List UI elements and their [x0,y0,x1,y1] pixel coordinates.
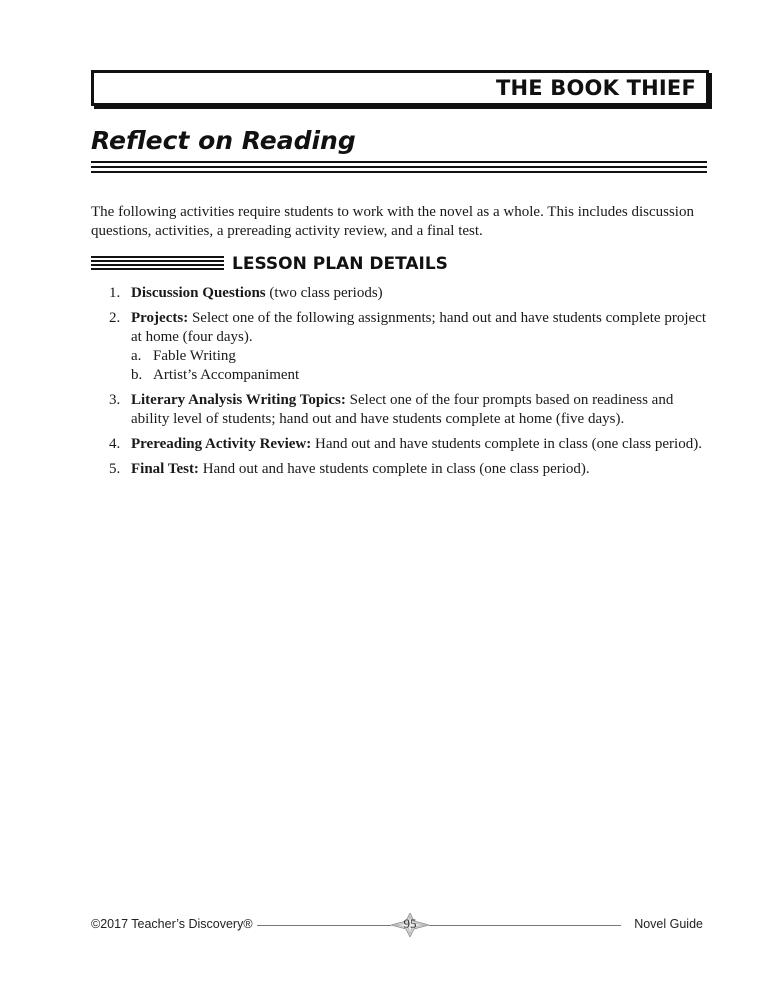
item-number: 2. [109,310,121,326]
list-item [91,284,711,303]
item-label: Prereading Activity Review: [131,436,312,452]
item-label: Literary Analysis Writing Topics: [131,392,346,408]
project-options-list [131,347,711,385]
book-title: THE BOOK THIEF [495,76,696,100]
item-text: Hand out and have students complete in class (one class period). [311,436,702,452]
item-number: 1. [109,285,121,301]
sub-item-text: Fable Writing [153,348,236,364]
item-number: 4. [109,436,121,452]
item-number: 5. [109,461,121,477]
sub-list-item [131,366,711,385]
page-number-badge [391,913,429,937]
page-footer [91,913,703,937]
list-item [91,309,711,385]
item-label: Projects: [131,310,189,326]
sub-item-letter: a. [131,348,142,364]
book-title-banner [91,70,709,106]
lesson-plan-list [91,284,711,485]
heading-rules-decoration [91,256,224,272]
item-text: (two class periods) [265,285,383,301]
intro-paragraph: The following activities require students to work with the novel as a whole. This includes discussion questions, activities, a prereading activity review, and a final test. [91,204,694,239]
copyright-notice: ©2017 Teacher’s Discovery® [91,917,253,931]
item-number: 3. [109,392,121,408]
item-label: Discussion Questions [131,285,266,301]
title-underline-rules [91,161,707,176]
item-text: Select one of the following assignments; hand out and have students complete project at home (four days). [131,310,706,345]
item-text: Hand out and have students complete in class (one class period). [198,461,590,477]
page-number: 95 [403,916,417,931]
list-item [91,460,711,479]
list-item [91,391,711,429]
footer-divider-right [429,925,621,926]
footer-divider-left [257,925,391,926]
sub-item-text: Artist’s Accompaniment [153,367,300,383]
lesson-plan-heading: LESSON PLAN DETAILS [232,254,448,274]
sub-item-letter: b. [131,367,143,383]
sub-list-item [131,347,711,366]
list-item [91,435,711,454]
section-title: Reflect on Reading [91,126,356,155]
item-label: Final Test: [131,461,199,477]
lesson-plan-heading-row [91,252,448,276]
item-text: Select one of the four prompts based on readiness and ability level of students; hand out and have students complete at home (five days). [131,392,674,427]
guide-name: Novel Guide [634,917,703,931]
